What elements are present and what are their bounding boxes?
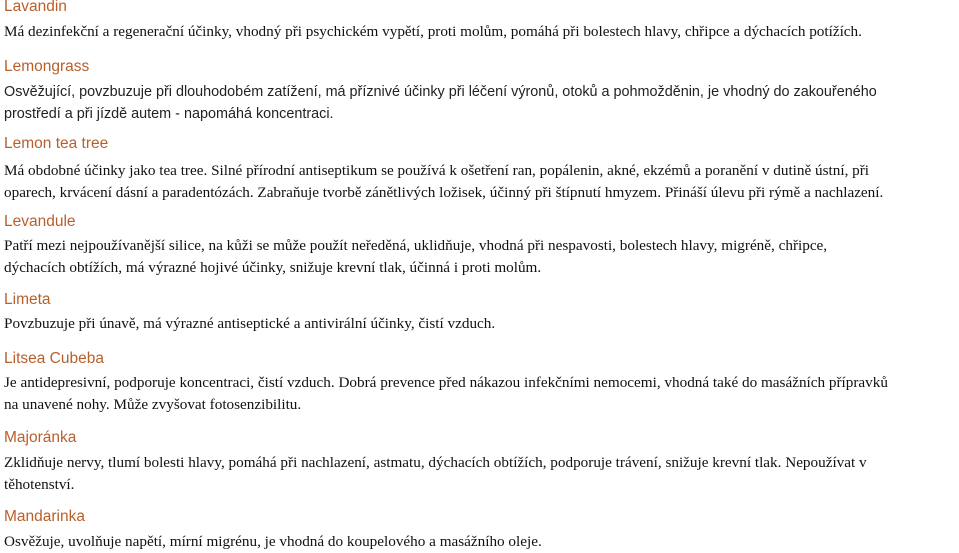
entry-title-limeta: Limeta [4, 291, 51, 308]
entry-text-levandule [4, 235, 959, 279]
text-line: Osvěžuje, uvolňuje napětí, mírní migrénu, je vhodná do koupelového a masážního oleje. [4, 533, 542, 550]
text-line: dýchacích obtížích, má výrazné hojivé účinky, snižuje krevní tlak, účinná i proti molům. [4, 259, 542, 276]
entry-text-majoranka [4, 452, 959, 496]
entry-text-lavandin [4, 21, 959, 43]
entry-title-majoranka: Majoránka [4, 429, 77, 446]
entry-title-lemongrass: Lemongrass [4, 58, 90, 75]
text-line: těhotenství. [4, 476, 75, 493]
entry-text-litsea-cubeba [4, 372, 959, 416]
entry-text-lemon-tea-tree [4, 160, 959, 204]
entry-text-limeta [4, 313, 959, 335]
text-line: Je antidepresivní, podporuje koncentraci, čistí vzduch. Dobrá prevence před nákazou infekčními nemocemi, vhodná také do masážních přípravků [4, 374, 888, 391]
entry-text-mandarinka [4, 531, 959, 553]
entry-title-levandule: Levandule [4, 213, 76, 230]
text-line: prostředí a při jízdě autem - napomáhá koncentraci. [4, 106, 334, 122]
entry-title-lavandin: Lavandin [4, 0, 67, 15]
entry-title-mandarinka: Mandarinka [4, 508, 85, 525]
entry-text-lemongrass [4, 81, 959, 125]
text-line: na unavené nohy. Může zvyšovat fotosenzibilitu. [4, 396, 302, 413]
entry-title-lemon-tea-tree: Lemon tea tree [4, 135, 109, 152]
text-line: Osvěžující, povzbuzuje při dlouhodobém zatížení, má příznivé účinky při léčení výronů, otoků a pohmožděnin, je vhodný do zakouřeného [4, 84, 877, 100]
text-line: Má obdobné účinky jako tea tree. Silné přírodní antiseptikum se používá k ošetření ran, popálenin, akné, ekzémů a poranění v dutině ústní, při [4, 162, 870, 179]
text-line: Patří mezi nejpoužívanější silice, na kůži se může použít neředěná, uklidňuje, vhodná při nespavosti, bolestech hlavy, migréně, chřipce, [4, 237, 828, 254]
text-line: Má dezinfekční a regenerační účinky, vhodný při psychickém vypětí, proti molům, pomáhá při bolestech hlavy, chřipce a dýchacích potížích. [4, 23, 862, 40]
entry-title-litsea-cubeba: Litsea Cubeba [4, 350, 104, 367]
text-line: oparech, krvácení dásní a paradentózách. Zabraňuje tvorbě zánětlivých ložisek, účinný při štípnutí hmyzem. Přináší úlevu při rýmě a nachlazení. [4, 184, 884, 201]
text-line: Povzbuzuje při únavě, má výrazné antiseptické a antivirální účinky, čistí vzduch. [4, 315, 496, 332]
text-line: Zklidňuje nervy, tlumí bolesti hlavy, pomáhá při nachlazení, astmatu, dýchacích obtížích, podporuje trávení, snižuje krevní tlak. Nepoužívat v [4, 454, 867, 471]
